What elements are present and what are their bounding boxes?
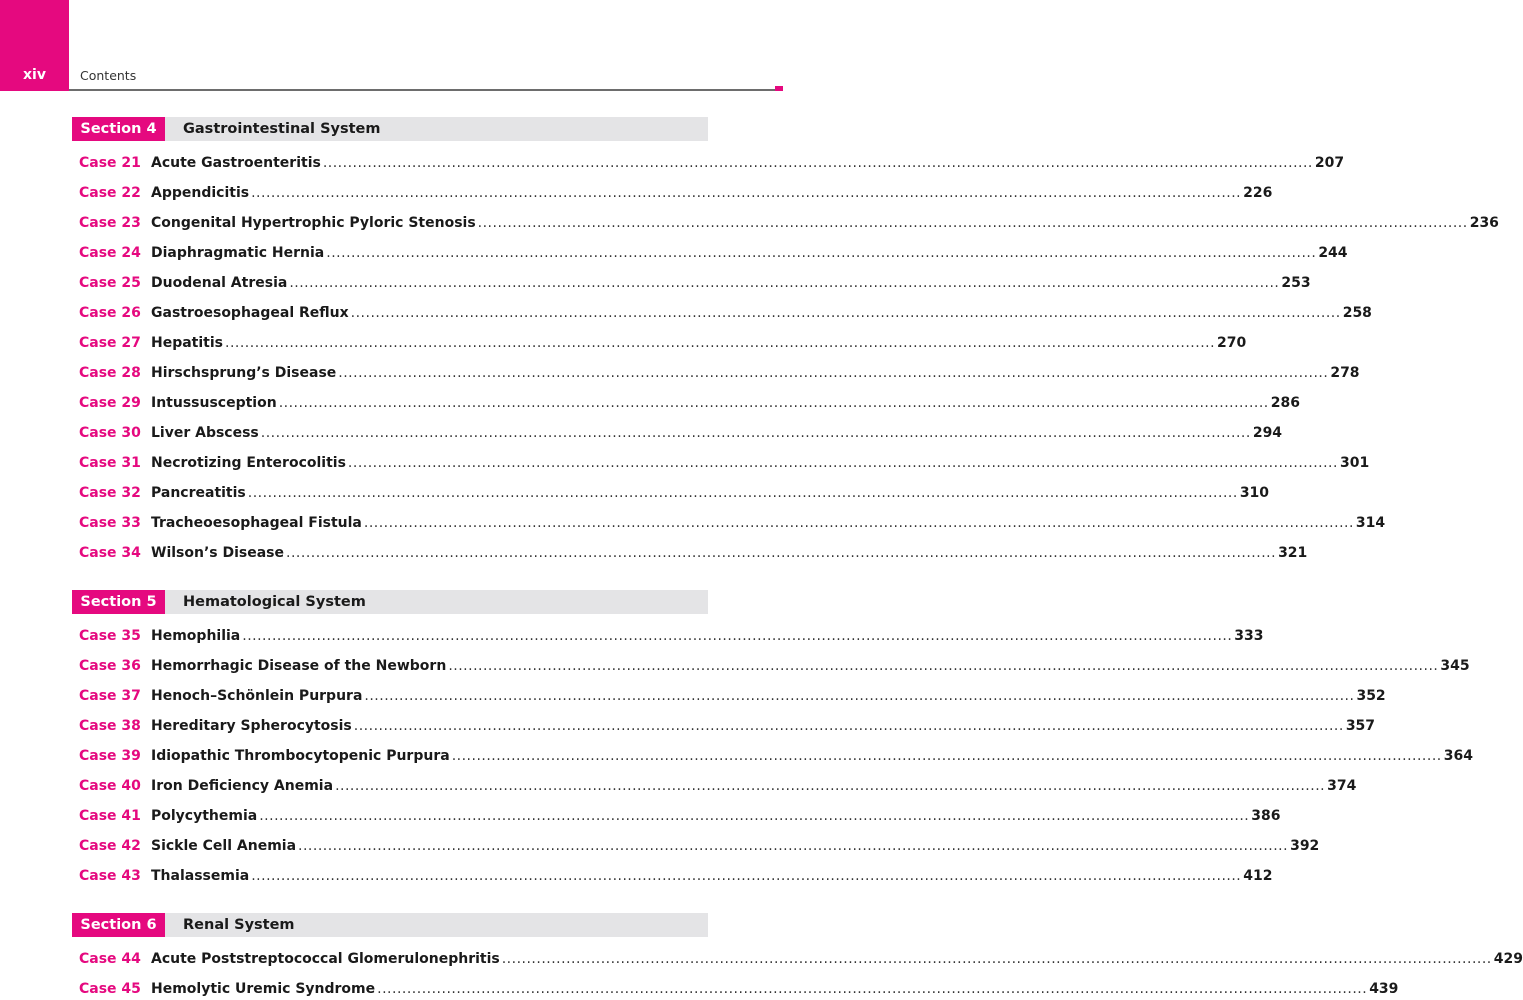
page-ref: 226 xyxy=(1243,185,1273,201)
page-ref: 310 xyxy=(1239,485,1270,501)
toc-entry[interactable] xyxy=(79,303,1372,323)
toc-entry[interactable] xyxy=(79,393,1300,413)
case-title: Congenital Hypertrophic Pyloric Stenosis xyxy=(151,215,476,231)
dot-leader: ........................................................................................................................................................................................................ xyxy=(347,455,1338,471)
case-number: Case 37 xyxy=(79,688,141,704)
dot-leader: ........................................................................................................................................................................................................ xyxy=(286,545,1277,561)
case-title: Diaphragmatic Hernia xyxy=(151,245,325,261)
dot-leader: ........................................................................................................................................................................................................ xyxy=(451,748,1442,764)
dot-leader: ........................................................................................................................................................................................................ xyxy=(247,485,1238,501)
case-title: Idiopathic Thrombocytopenic Purpura xyxy=(151,748,450,764)
page-ref: 278 xyxy=(1330,365,1360,381)
case-title: Thalassemia xyxy=(151,868,250,884)
case-number: Case 33 xyxy=(79,515,141,531)
toc-entry[interactable] xyxy=(79,686,1386,706)
toc-entry[interactable] xyxy=(79,483,1270,503)
dot-leader: ........................................................................................................................................................................................................ xyxy=(364,688,1355,704)
dot-leader: ........................................................................................................................................................................................................ xyxy=(448,658,1439,674)
case-title: Hemolytic Uremic Syndrome xyxy=(151,981,376,997)
dot-leader: ........................................................................................................................................................................................................ xyxy=(251,185,1242,201)
section-label: Section 6 xyxy=(72,913,165,937)
toc-entry[interactable] xyxy=(79,153,1345,173)
section-header xyxy=(72,590,708,614)
toc-entry[interactable] xyxy=(79,183,1273,203)
toc-entry[interactable] xyxy=(79,979,1399,999)
toc-entry[interactable] xyxy=(79,949,1523,969)
case-number: Case 25 xyxy=(79,275,141,291)
case-number: Case 29 xyxy=(79,395,141,411)
toc-entry[interactable] xyxy=(79,866,1273,886)
page-ref: 352 xyxy=(1356,688,1386,704)
dot-leader: ........................................................................................................................................................................................................ xyxy=(251,868,1242,884)
case-number: Case 21 xyxy=(79,155,141,171)
toc-entry[interactable] xyxy=(79,273,1311,293)
toc-entry[interactable] xyxy=(79,626,1264,646)
toc-entry[interactable] xyxy=(79,453,1370,473)
dot-leader: ........................................................................................................................................................................................................ xyxy=(225,335,1216,351)
page-ref: 429 xyxy=(1493,951,1523,967)
case-title: Liver Abscess xyxy=(151,425,259,441)
case-number: Case 42 xyxy=(79,838,141,854)
page-ref: 321 xyxy=(1278,545,1308,561)
case-title: Hemorrhagic Disease of the Newborn xyxy=(151,658,447,674)
case-title: Sickle Cell Anemia xyxy=(151,838,297,854)
section-header xyxy=(72,913,708,937)
dot-leader: ........................................................................................................................................................................................................ xyxy=(477,215,1468,231)
running-head: Contents xyxy=(80,68,137,83)
page-ref: 301 xyxy=(1339,455,1370,471)
case-title: Duodenal Atresia xyxy=(151,275,288,291)
case-number: Case 41 xyxy=(79,808,141,824)
case-title: Henoch–Schönlein Purpura xyxy=(151,688,363,704)
case-title: Pancreatitis xyxy=(151,485,246,501)
page-ref: 364 xyxy=(1443,748,1473,764)
dot-leader: ........................................................................................................................................................................................................ xyxy=(259,808,1250,824)
toc-entry[interactable] xyxy=(79,243,1348,263)
page-ref: 314 xyxy=(1355,515,1386,531)
page-ref: 333 xyxy=(1234,628,1264,644)
toc-entry[interactable] xyxy=(79,513,1386,533)
case-number: Case 31 xyxy=(79,455,141,471)
case-title: Hepatitis xyxy=(151,335,223,351)
toc-entry[interactable] xyxy=(79,716,1376,736)
page-ref: 439 xyxy=(1369,981,1399,997)
case-title: Polycythemia xyxy=(151,808,258,824)
section-title: Gastrointestinal System xyxy=(183,121,381,137)
case-number: Case 35 xyxy=(79,628,141,644)
case-title: Acute Gastroenteritis xyxy=(151,155,321,171)
page-ref: 345 xyxy=(1440,658,1470,674)
page-ref: 412 xyxy=(1243,868,1273,884)
dot-leader: ........................................................................................................................................................................................................ xyxy=(278,395,1269,411)
case-number: Case 39 xyxy=(79,748,141,764)
case-number: Case 40 xyxy=(79,778,141,794)
dot-leader: ........................................................................................................................................................................................................ xyxy=(335,778,1326,794)
page-number-tab xyxy=(0,0,69,91)
case-number: Case 36 xyxy=(79,658,141,674)
dot-leader: ........................................................................................................................................................................................................ xyxy=(501,951,1492,967)
page-ref: 270 xyxy=(1217,335,1247,351)
page-ref: 207 xyxy=(1314,155,1345,171)
case-title: Necrotizing Enterocolitis xyxy=(151,455,346,471)
case-number: Case 38 xyxy=(79,718,141,734)
dot-leader: ........................................................................................................................................................................................................ xyxy=(242,628,1233,644)
page-ref: 357 xyxy=(1345,718,1376,734)
case-title: Hemophilia xyxy=(151,628,241,644)
dot-leader: ........................................................................................................................................................................................................ xyxy=(326,245,1317,261)
section-header xyxy=(72,117,708,141)
case-number: Case 28 xyxy=(79,365,141,381)
page-ref: 374 xyxy=(1327,778,1357,794)
toc-entry[interactable] xyxy=(79,333,1247,353)
page-ref: 392 xyxy=(1290,838,1320,854)
case-number: Case 27 xyxy=(79,335,141,351)
page-number: xiv xyxy=(23,67,46,83)
toc-entry[interactable] xyxy=(79,543,1308,563)
case-title: Hirschsprung’s Disease xyxy=(151,365,337,381)
toc-entry[interactable] xyxy=(79,806,1281,826)
case-number: Case 24 xyxy=(79,245,141,261)
page-ref: 253 xyxy=(1281,275,1311,291)
case-number: Case 23 xyxy=(79,215,141,231)
case-number: Case 32 xyxy=(79,485,141,501)
case-title: Wilson’s Disease xyxy=(151,545,285,561)
case-title: Hereditary Spherocytosis xyxy=(151,718,352,734)
case-number: Case 45 xyxy=(79,981,141,997)
case-number: Case 22 xyxy=(79,185,141,201)
section-title: Hematological System xyxy=(183,594,366,610)
dot-leader: ........................................................................................................................................................................................................ xyxy=(353,718,1344,734)
case-number: Case 44 xyxy=(79,951,141,967)
case-title: Iron Deficiency Anemia xyxy=(151,778,334,794)
toc-entry[interactable] xyxy=(79,213,1499,233)
section-label: Section 5 xyxy=(72,590,165,614)
case-number: Case 26 xyxy=(79,305,141,321)
toc-entry[interactable] xyxy=(79,363,1360,383)
dot-leader: ........................................................................................................................................................................................................ xyxy=(298,838,1289,854)
case-title: Tracheoesophageal Fistula xyxy=(151,515,362,531)
case-title: Appendicitis xyxy=(151,185,250,201)
dot-leader: ........................................................................................................................................................................................................ xyxy=(350,305,1341,321)
toc-entry[interactable] xyxy=(79,776,1357,796)
dot-leader: ........................................................................................................................................................................................................ xyxy=(260,425,1251,441)
page-ref: 294 xyxy=(1252,425,1283,441)
case-number: Case 34 xyxy=(79,545,141,561)
toc-entry[interactable] xyxy=(79,836,1320,856)
header-rule xyxy=(69,89,783,91)
toc-entry[interactable] xyxy=(79,656,1470,676)
case-number: Case 43 xyxy=(79,868,141,884)
dot-leader: ........................................................................................................................................................................................................ xyxy=(363,515,1354,531)
page-ref: 236 xyxy=(1469,215,1499,231)
toc-entry[interactable] xyxy=(79,423,1283,443)
case-title: Acute Poststreptococcal Glomerulonephritis xyxy=(151,951,500,967)
header-rule-accent xyxy=(775,86,783,91)
page-ref: 386 xyxy=(1251,808,1281,824)
case-title: Gastroesophageal Reflux xyxy=(151,305,349,321)
section-title: Renal System xyxy=(183,917,295,933)
case-number: Case 30 xyxy=(79,425,141,441)
page-ref: 286 xyxy=(1270,395,1300,411)
section-label: Section 4 xyxy=(72,117,165,141)
page-ref: 244 xyxy=(1318,245,1348,261)
dot-leader: ........................................................................................................................................................................................................ xyxy=(322,155,1313,171)
dot-leader: ........................................................................................................................................................................................................ xyxy=(338,365,1329,381)
dot-leader: ........................................................................................................................................................................................................ xyxy=(377,981,1368,997)
dot-leader: ........................................................................................................................................................................................................ xyxy=(289,275,1280,291)
case-title: Intussusception xyxy=(151,395,277,411)
page-ref: 258 xyxy=(1342,305,1372,321)
toc-entry[interactable] xyxy=(79,746,1473,766)
